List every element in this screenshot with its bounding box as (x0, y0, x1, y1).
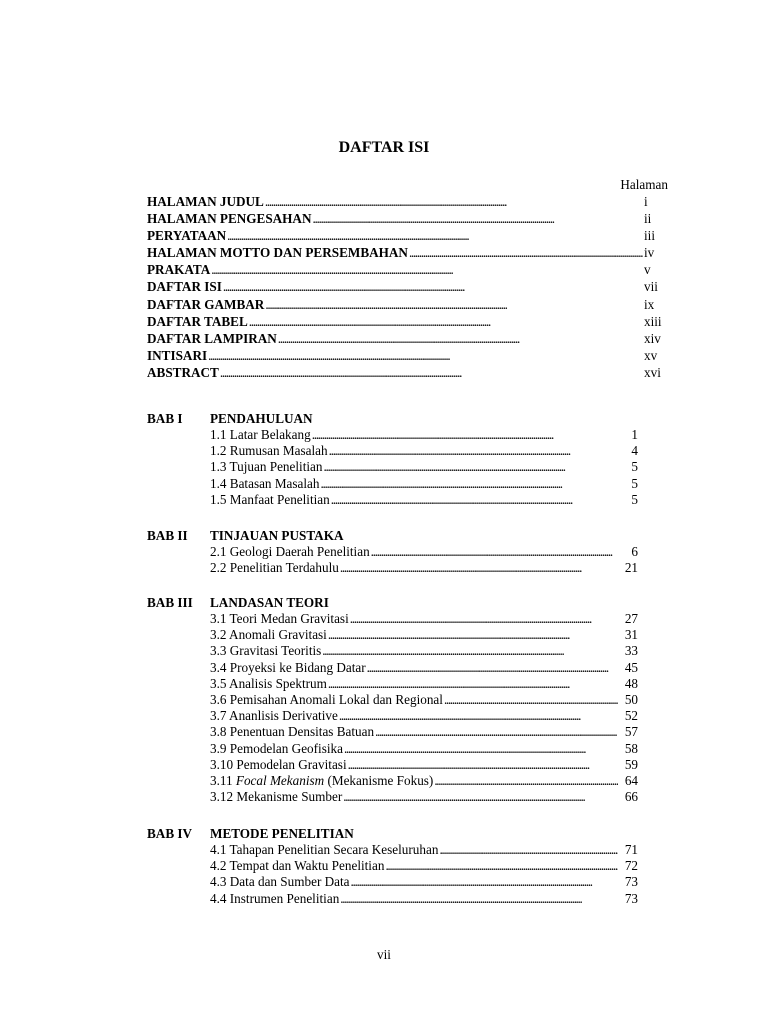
toc-entry-page: 57 (624, 724, 638, 740)
toc-entry-label: 3.4 Proyeksi ke Bidang Datar (210, 659, 366, 675)
toc-entry-label: 4.2 Tempat dan Waktu Penelitian (210, 858, 385, 874)
toc-entry-page: 45 (624, 659, 638, 675)
dot-leader (371, 544, 618, 560)
chapter-items (210, 427, 638, 508)
toc-entry (210, 741, 638, 757)
toc-entry-label: 3.10 Pemodelan Gravitasi (210, 756, 347, 772)
toc-entry-label: DAFTAR GAMBAR (147, 296, 265, 312)
toc-entry (210, 443, 638, 459)
toc-entry-label: 3.2 Anomali Gravitasi (210, 627, 327, 643)
toc-entry-label: 4.4 Instrumen Penelitian (210, 890, 340, 906)
toc-entry-label: 1.2 Rumusan Masalah (210, 443, 328, 459)
toc-entry-label: 1.1 Latar Belakang (210, 427, 311, 442)
toc-entry-label: DAFTAR ISI (147, 279, 222, 295)
toc-entry-label: PRAKATA (147, 262, 211, 278)
dot-leader (211, 261, 643, 278)
chapter-heading (147, 410, 638, 427)
chapter-items (210, 544, 638, 576)
chapter-items (210, 611, 638, 805)
toc-entry (210, 492, 638, 508)
toc-entry-page: 33 (624, 643, 638, 659)
dot-leader (208, 347, 643, 364)
toc-entry (210, 643, 638, 659)
dot-leader (343, 789, 618, 805)
toc-entry-page: 27 (624, 611, 638, 626)
toc-entry-label: 3.12 Mekanisme Sumber (210, 789, 343, 805)
chapter-title: LANDASAN TEORI (210, 595, 329, 610)
toc-entry-page: xvi (644, 364, 661, 380)
toc-entry-label: 3.3 Gravitasi Teoritis (210, 643, 322, 659)
dot-leader (265, 296, 643, 313)
chapter-heading (147, 825, 638, 842)
dot-leader (265, 193, 643, 210)
toc-entry-halaman-pengesahan (147, 210, 668, 227)
toc-entry-page: xv (644, 347, 658, 363)
chapter-number: BAB IV (147, 826, 193, 841)
toc-entry-daftar-lampiran (147, 330, 668, 347)
toc-entry (210, 789, 638, 805)
toc-entry-peryataan (147, 227, 668, 244)
toc-entry-page: 6 (631, 544, 638, 559)
toc-entry-intisari (147, 347, 668, 364)
dot-leader (434, 773, 618, 789)
dot-leader (328, 676, 618, 692)
toc-entry-label: ABSTRACT (147, 364, 219, 380)
toc-entry-label: DAFTAR LAMPIRAN (147, 330, 277, 346)
dot-leader (385, 858, 618, 874)
chapter-title: METODE PENELITIAN (210, 826, 354, 841)
toc-entry-page: iv (644, 245, 655, 261)
toc-entry-label: 3.6 Pemisahan Anomali Lokal dan Regional (210, 691, 443, 707)
toc-entry-label: 3.1 Teori Medan Gravitasi (210, 611, 349, 626)
toc-entry-page: 5 (631, 475, 638, 491)
page-title: DAFTAR ISI (338, 139, 430, 156)
toc-entry (210, 476, 638, 492)
toc-entry-halaman-judul (147, 193, 668, 210)
toc-entry-page: 1 (631, 427, 638, 442)
toc-entry-page: 31 (624, 627, 638, 643)
toc-entry-page: xiv (644, 330, 661, 346)
dot-leader (351, 874, 618, 890)
page-number: vii (377, 947, 391, 962)
toc-entry-label: PERYATAAN (147, 228, 227, 244)
dot-leader (312, 427, 618, 443)
toc-entry-page: xiii (644, 313, 662, 329)
toc-entry (210, 891, 638, 907)
toc-entry (210, 724, 638, 740)
chapter-bab-3 (147, 594, 638, 805)
toc-entry-page: 58 (624, 740, 638, 756)
toc-entry-page: 71 (624, 842, 638, 857)
dot-leader (220, 364, 643, 381)
toc-entry-label: 1.5 Manfaat Penelitian (210, 491, 330, 507)
halaman-column-label: Halaman (620, 177, 668, 192)
toc-entry-page: vii (644, 279, 658, 295)
toc-entry (210, 858, 638, 874)
toc-entry-page: 59 (624, 756, 638, 772)
toc-entry-daftar-isi (147, 278, 668, 295)
toc-entry-label (210, 773, 433, 789)
dot-leader (350, 611, 618, 627)
toc-entry-label: DAFTAR TABEL (147, 313, 248, 329)
dot-leader (329, 443, 618, 459)
toc-entry-daftar-gambar (147, 296, 668, 313)
toc-entry-label: 1.3 Tujuan Penelitian (210, 459, 323, 475)
toc-entry (210, 459, 638, 475)
chapter-items (210, 842, 638, 907)
toc-entry (210, 874, 638, 890)
dot-leader (375, 724, 618, 740)
dot-leader (348, 757, 618, 773)
toc-entry (210, 544, 638, 560)
toc-entry-page: 4 (631, 443, 638, 459)
toc-entry-page: ii (644, 211, 652, 227)
toc-entry-abstract (147, 364, 668, 381)
toc-entry (210, 676, 638, 692)
toc-entry-label: HALAMAN MOTTO DAN PERSEMBAHAN (147, 245, 408, 261)
dot-leader (439, 842, 618, 858)
dot-leader (344, 741, 618, 757)
dot-leader (331, 492, 618, 508)
toc-entry-page: 5 (631, 491, 638, 507)
dot-leader (278, 330, 643, 347)
dot-leader (223, 278, 643, 295)
dot-leader (227, 227, 643, 244)
toc-entry-label: HALAMAN JUDUL (147, 194, 264, 209)
toc-entry-page: 73 (624, 890, 638, 906)
chapter-title: TINJAUAN PUSTAKA (210, 528, 344, 543)
toc-entry-motto (147, 244, 668, 261)
toc-entry (210, 773, 638, 789)
toc-entry (210, 660, 638, 676)
dot-leader (323, 459, 618, 475)
front-matter-list (147, 193, 668, 381)
toc-entry-label-italic: Focal Mekanism (235, 772, 325, 788)
toc-entry-label: 4.3 Data dan Sumber Data (210, 874, 350, 890)
toc-entry-label: 1.4 Batasan Masalah (210, 475, 320, 491)
chapter-number: BAB I (147, 411, 183, 426)
toc-entry-label-prefix: 3.11 (210, 772, 236, 788)
toc-entry-label: 3.7 Ananlisis Derivative (210, 708, 338, 724)
toc-entry-page: 21 (624, 560, 638, 576)
chapter-number: BAB II (147, 528, 188, 543)
chapter-heading (147, 594, 638, 611)
toc-entry-page: iii (644, 228, 655, 244)
dot-leader (340, 560, 618, 576)
chapter-bab-1 (147, 410, 638, 508)
chapter-bab-2 (147, 527, 638, 576)
toc-entry-label: 3.5 Analisis Spektrum (210, 675, 327, 691)
toc-entry-page: i (644, 194, 648, 209)
dot-leader (249, 313, 643, 330)
chapter-bab-4 (147, 825, 638, 907)
toc-entry-page: 50 (624, 691, 638, 707)
toc-entry (210, 560, 638, 576)
dot-leader (328, 627, 618, 643)
toc-entry-daftar-tabel (147, 313, 668, 330)
toc-entry (210, 708, 638, 724)
dot-leader (340, 891, 618, 907)
dot-leader (322, 643, 618, 659)
toc-entry (210, 842, 638, 858)
toc-entry-label: 4.1 Tahapan Penelitian Secara Keseluruhan (210, 842, 439, 857)
chapter-title: PENDAHULUAN (210, 411, 313, 426)
toc-entry-label: 3.8 Penentuan Densitas Batuan (210, 724, 375, 740)
dot-leader (409, 244, 643, 261)
dot-leader (367, 660, 618, 676)
dot-leader (339, 708, 618, 724)
toc-entry (210, 427, 638, 443)
toc-entry (210, 692, 638, 708)
toc-entry-page: v (644, 262, 651, 278)
toc-entry (210, 611, 638, 627)
toc-entry-page: 52 (624, 708, 638, 724)
dot-leader (444, 692, 618, 708)
toc-entry-label-suffix: (Mekanisme Fokus) (324, 772, 434, 788)
toc-entry-page: 5 (631, 459, 638, 475)
toc-entry-page: 64 (624, 772, 638, 788)
chapter-number: BAB III (147, 595, 193, 610)
dot-leader (312, 210, 643, 227)
dot-leader (321, 476, 619, 492)
toc-entry-label: INTISARI (147, 347, 208, 363)
toc-entry-label: 2.2 Penelitian Terdahulu (210, 560, 339, 576)
chapter-heading (147, 527, 638, 544)
toc-entry-page: 66 (624, 789, 638, 805)
toc-entry-label: 2.1 Geologi Daerah Penelitian (210, 544, 370, 559)
toc-entry-page: 73 (624, 874, 638, 890)
toc-entry-page: ix (644, 296, 655, 312)
toc-entry-page: 48 (624, 675, 638, 691)
toc-entry (210, 757, 638, 773)
toc-entry-prakata (147, 261, 668, 278)
toc-entry (210, 627, 638, 643)
toc-entry-page: 72 (624, 858, 638, 874)
toc-entry-label: HALAMAN PENGESAHAN (147, 211, 312, 227)
toc-entry-label: 3.9 Pemodelan Geofisika (210, 740, 343, 756)
